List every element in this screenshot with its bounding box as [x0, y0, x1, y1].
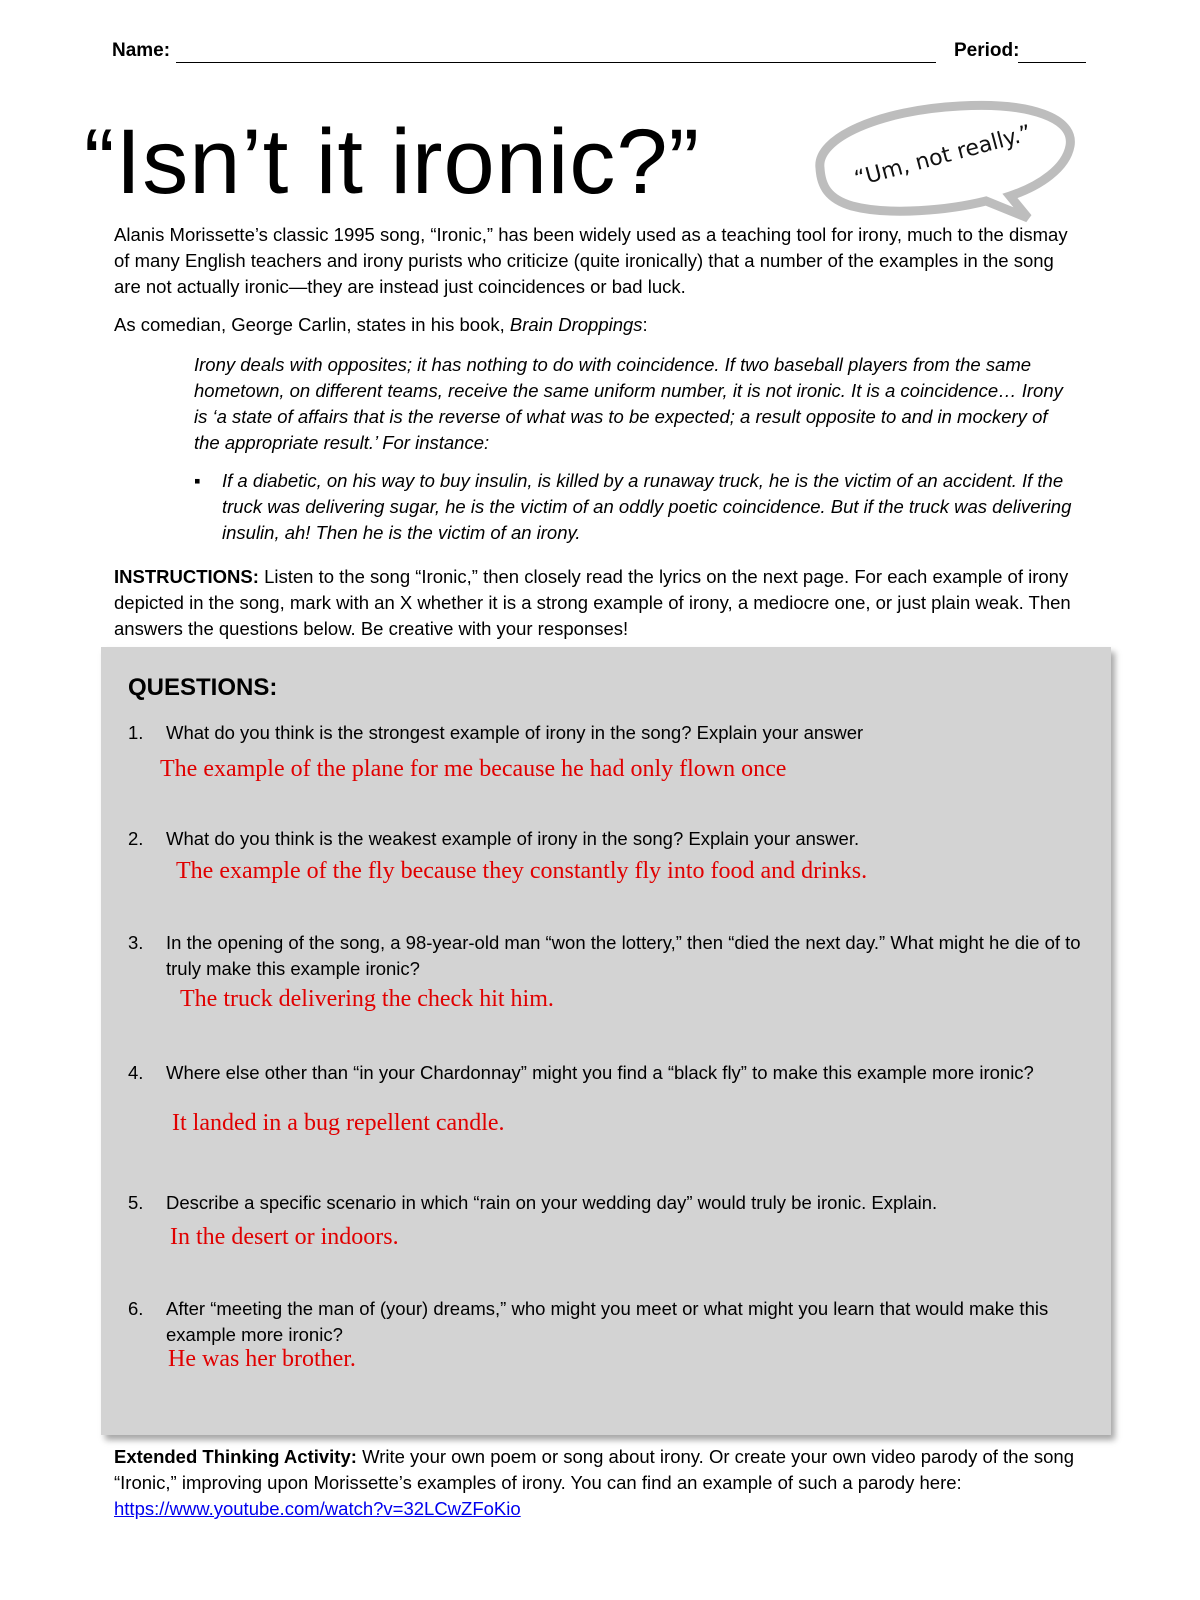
carlin-intro-text: As comedian, George Carlin, states in his book, [114, 314, 505, 335]
name-period-row [112, 40, 1072, 70]
instructions-text: Listen to the song “Ironic,” then closely read the lyrics on the next page. For each example of irony depicted in the song, mark with an X whether it is a strong example of irony, a mediocre one, or just plain weak. Then answers the questions below. Be creative with your responses! [114, 566, 1071, 639]
answer-1[interactable]: The example of the plane for me because he had only flown once [160, 756, 787, 782]
period-field[interactable] [1018, 62, 1086, 63]
carlin-book-title: Brain Droppings [509, 314, 643, 335]
extended-label: Extended Thinking Activity: [114, 1446, 357, 1467]
question-number: 1. [128, 722, 144, 743]
question-text: What do you think is the strongest example of irony in the song? Explain your answer [166, 722, 864, 743]
extended-thinking-activity [114, 1444, 1094, 1522]
name-label: Name: [112, 40, 171, 61]
answer-3[interactable]: The truck delivering the check hit him. [180, 986, 554, 1012]
answer-4[interactable]: It landed in a bug repellent candle. [172, 1110, 505, 1136]
carlin-intro [114, 312, 1074, 338]
question-number: 5. [128, 1192, 144, 1213]
speech-bubble-text: “Um, not really.” [851, 120, 1035, 193]
question-number: 2. [128, 828, 144, 849]
period-label: Period: [954, 40, 1020, 61]
question-number: 4. [128, 1062, 144, 1083]
carlin-colon: : [642, 314, 648, 335]
question-text: After “meeting the man of (your) dreams,” who might you meet or what might you learn that would make this example more ironic? [166, 1298, 1049, 1345]
question-text: In the opening of the song, a 98-year-old man “won the lottery,” then “died the next day.” What might he die of to truly make this example ironic? [166, 932, 1081, 979]
answer-2[interactable]: The example of the fly because they constantly fly into food and drinks. [176, 858, 868, 884]
question-text: What do you think is the weakest example of irony in the song? Explain your answer. [166, 828, 860, 849]
questions-heading: QUESTIONS: [128, 674, 278, 701]
bullet-icon: ▪ [194, 470, 201, 491]
youtube-parody-link[interactable]: https://www.youtube.com/watch?v=32LCwZFoKio [114, 1498, 521, 1519]
question-number: 3. [128, 932, 144, 953]
instructions-label: INSTRUCTIONS: [114, 566, 259, 587]
carlin-quote: Irony deals with opposites; it has nothing to do with coincidence. If two baseball players from the same hometown, on different teams, receive the same uniform number, it is not ironic. It is a coincidence… Irony is ‘a state of affairs that is the reverse of what was to be expected; a result opposite to and in mockery of the appropriate result.’ For instance: [194, 354, 1063, 453]
page-title: “Isn’t it ironic?” [84, 111, 701, 213]
name-field[interactable] [176, 62, 936, 63]
speech-bubble [800, 98, 1090, 238]
question-number: 6. [128, 1298, 144, 1319]
question-text: Where else other than “in your Chardonnay” might you find a “black fly” to make this example more ironic? [166, 1062, 1034, 1083]
question-text: Describe a specific scenario in which “rain on your wedding day” would truly be ironic. Explain. [166, 1192, 938, 1213]
extended-text: Write your own poem or song about irony. Or create your own video parody of the song “Ironic,” improving upon Morissette’s examples of irony. You can find an example of such a parody here: [114, 1446, 1075, 1493]
instructions [114, 564, 1074, 642]
intro-paragraph: Alanis Morissette’s classic 1995 song, “Ironic,” has been widely used as a teaching tool for irony, much to the dismay of many English teachers and irony purists who criticize (quite ironically) that a number of the examples in the song are not actually ironic—they are instead just coincidences or bad luck. [114, 224, 1068, 297]
bullet-text: If a diabetic, on his way to buy insulin, is killed by a runaway truck, he is the victim of an accident. If the truck was delivering sugar, he is the victim of an oddly poetic coincidence. But if the truck was delivering insulin, ah! Then he is the victim of an irony. [222, 470, 1072, 543]
answer-5[interactable]: In the desert or indoors. [170, 1224, 399, 1250]
answer-6[interactable]: He was her brother. [168, 1346, 356, 1372]
